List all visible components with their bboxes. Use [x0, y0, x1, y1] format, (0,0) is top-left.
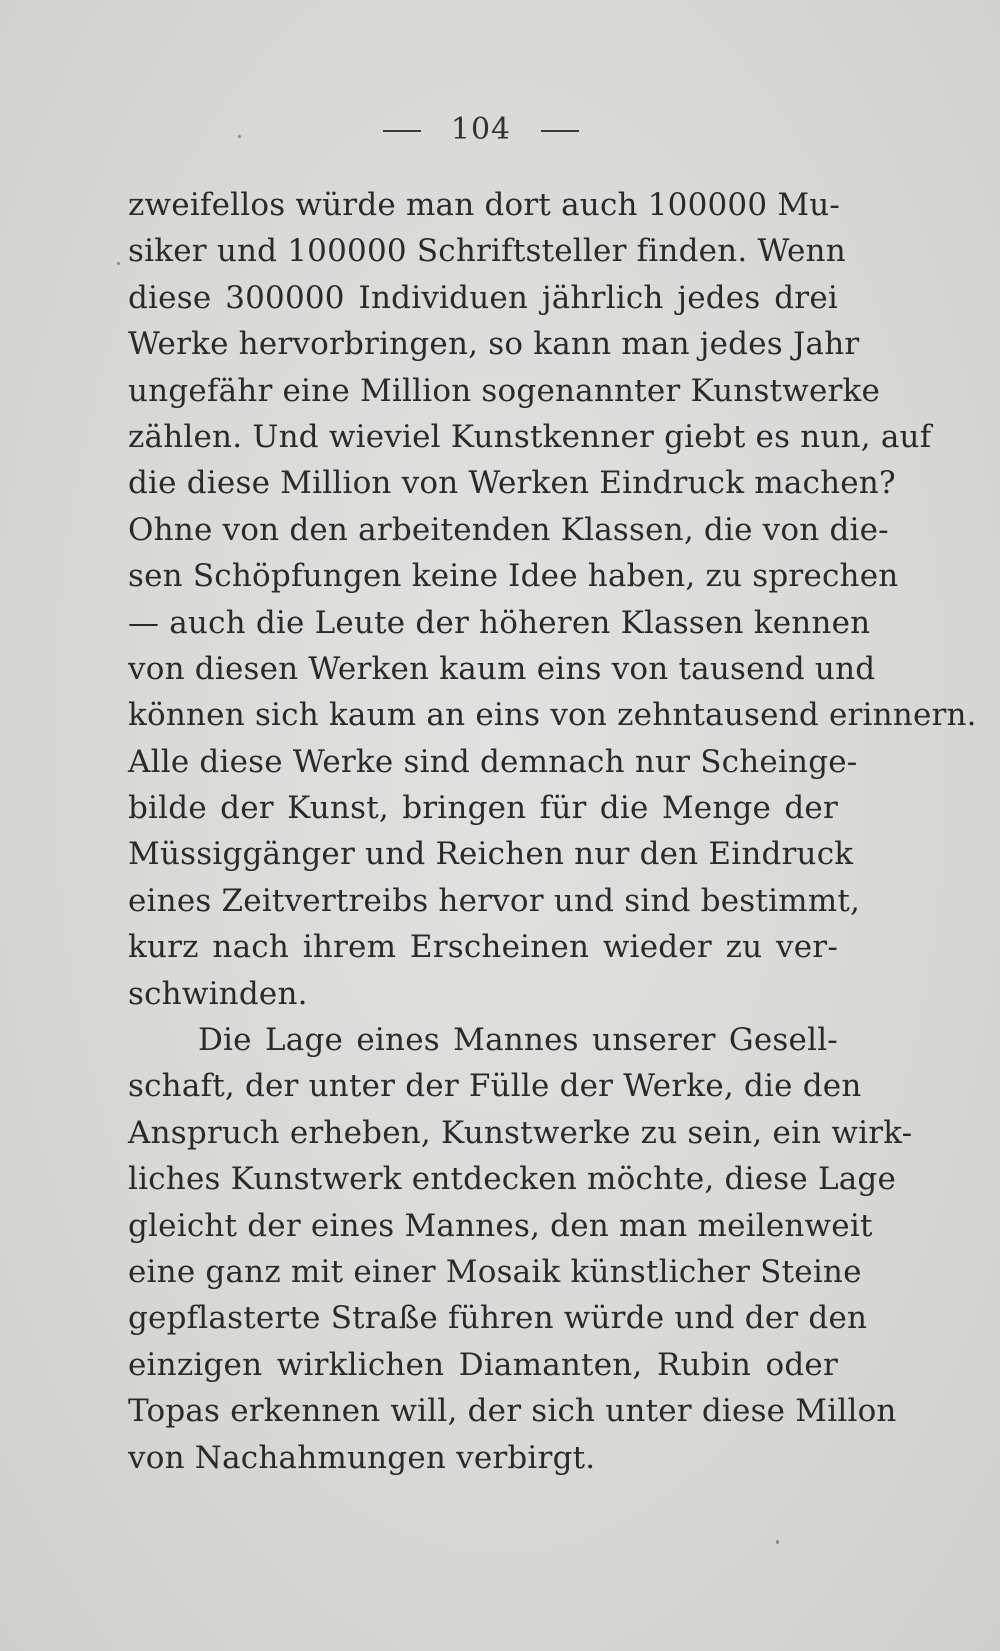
text-line: schaft, der unter der Fülle der Werke, die den [128, 1068, 862, 1105]
dash-right [541, 130, 579, 132]
text-line: liches Kunstwerk entdecken möchte, diese Lage [128, 1161, 897, 1198]
text-line: von Nachahmungen verbirgt. [128, 1439, 596, 1476]
text-line: siker und 100000 Schriftsteller finden. Wenn [128, 233, 846, 270]
text-line: Topas erkennen will, der sich unter diese Millon [128, 1393, 897, 1430]
text-line: eines Zeitvertreibs hervor und sind bestimmt, [128, 882, 861, 919]
text-line: können sich kaum an eins von zehntausend erinnern. [128, 697, 977, 734]
text-line: bilde der Kunst, bringen für die Menge der [128, 790, 838, 827]
text-line: sen Schöpfungen keine Idee haben, zu sprechen [128, 558, 899, 595]
paper-speck [238, 135, 241, 138]
page-number-header [0, 112, 962, 147]
text-line: eine ganz mit einer Mosaik künstlicher Steine [128, 1253, 862, 1290]
text-line: — auch die Leute der höheren Klassen kennen [128, 604, 871, 641]
text-line: zweifellos würde man dort auch 100000 Mu- [128, 187, 841, 223]
text-line: Müssiggänger und Reichen nur den Eindruck [128, 836, 854, 873]
text-line: Ohne von den arbeitenden Klassen, die von die- [128, 511, 889, 548]
text-line: zählen. Und wieviel Kunstkenner giebt es nun, auf [128, 418, 932, 455]
text-line: Die Lage eines Mannes unserer Gesell- [198, 1022, 838, 1059]
paper-speck [117, 262, 120, 265]
text-line: schwinden. [128, 975, 308, 1012]
text-line: Alle diese Werke sind demnach nur Scheinge- [128, 743, 858, 780]
text-line: diese 300000 Individuen jährlich jedes drei [128, 279, 838, 316]
text-line: die diese Million von Werken Eindruck machen? [128, 465, 896, 502]
text-line: gepflasterte Straße führen würde und der den [128, 1300, 868, 1337]
text-line: einzigen wirklichen Diamanten, Rubin oder [128, 1346, 838, 1383]
page-number: 104 [450, 112, 512, 147]
text-line: Anspruch erheben, Kunstwerke zu sein, ein wirk- [128, 1114, 913, 1151]
text-line: von diesen Werken kaum eins von tausend und [128, 650, 876, 687]
dash-left [383, 130, 421, 132]
text-line: Werke hervorbringen, so kann man jedes Jahr [128, 326, 860, 363]
text-line: ungefähr eine Million sogenannter Kunstwerke [128, 372, 881, 409]
text-line: gleicht der eines Mannes, den man meilenweit [128, 1207, 873, 1244]
text-line: kurz nach ihrem Erscheinen wieder zu ver- [128, 929, 838, 966]
paper-speck [776, 1540, 779, 1544]
body-text [128, 182, 977, 1481]
